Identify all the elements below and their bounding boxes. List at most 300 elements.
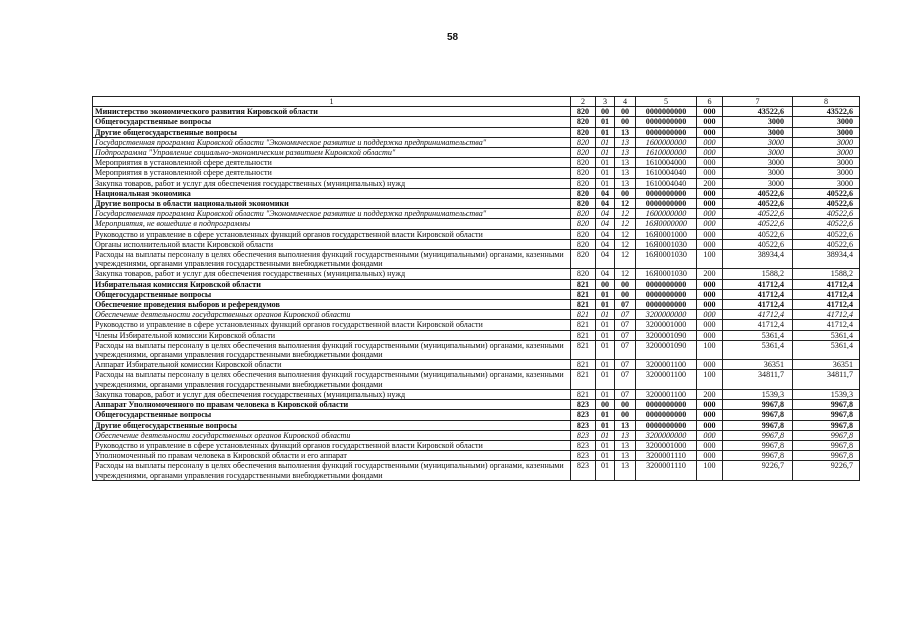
row-amount-1: 9967,8 — [723, 430, 793, 440]
row-name: Другие общегосударственные вопросы — [93, 127, 571, 137]
row-admin-code: 820 — [571, 250, 596, 269]
table-row — [93, 107, 860, 117]
header-cell-2: 2 — [571, 97, 596, 107]
row-expense-type: 000 — [697, 300, 723, 310]
budget-table-body — [93, 97, 860, 481]
table-row — [93, 269, 860, 279]
row-name: Общегосударственные вопросы — [93, 410, 571, 420]
row-amount-1: 1588,2 — [723, 269, 793, 279]
row-expense-type: 000 — [697, 239, 723, 249]
row-target-code: 3200001000 — [636, 320, 697, 330]
row-section-code: 01 — [596, 127, 615, 137]
row-section-code: 01 — [596, 300, 615, 310]
row-amount-1: 40522,6 — [723, 239, 793, 249]
table-row — [93, 410, 860, 420]
header-cell-7: 7 — [723, 97, 793, 107]
row-target-code: 0000000000 — [636, 199, 697, 209]
row-expense-type: 200 — [697, 178, 723, 188]
row-subsection-code: 13 — [615, 168, 636, 178]
row-amount-1: 5361,4 — [723, 340, 793, 359]
row-amount-2: 3000 — [793, 178, 860, 188]
row-target-code: 0000000000 — [636, 420, 697, 430]
row-amount-1: 38934,4 — [723, 250, 793, 269]
table-row — [93, 127, 860, 137]
row-name: Избирательная комиссия Кировской области — [93, 279, 571, 289]
row-amount-2: 40522,6 — [793, 229, 860, 239]
row-name: Общегосударственные вопросы — [93, 117, 571, 127]
row-section-code: 04 — [596, 188, 615, 198]
row-target-code: 0000000000 — [636, 117, 697, 127]
row-amount-2: 41712,4 — [793, 289, 860, 299]
row-section-code: 01 — [596, 117, 615, 127]
row-admin-code: 821 — [571, 310, 596, 320]
row-section-code: 04 — [596, 250, 615, 269]
row-admin-code: 823 — [571, 410, 596, 420]
row-amount-1: 9226,7 — [723, 461, 793, 480]
table-row — [93, 209, 860, 219]
row-subsection-code: 07 — [615, 300, 636, 310]
row-name: Расходы на выплаты персоналу в целях обеспечения выполнения функций государственными (муниципальными) органами, казенными учреждениями, органами управления государственными внебюджетными фондами — [93, 340, 571, 359]
row-section-code: 01 — [596, 430, 615, 440]
row-amount-2: 9967,8 — [793, 410, 860, 420]
row-target-code: 1600000000 — [636, 137, 697, 147]
row-expense-type: 000 — [697, 117, 723, 127]
table-row — [93, 370, 860, 389]
row-name: Уполномоченный по правам человека в Кировской области и его аппарат — [93, 451, 571, 461]
row-target-code: 3200001100 — [636, 370, 697, 389]
row-amount-1: 41712,4 — [723, 279, 793, 289]
row-amount-2: 3000 — [793, 158, 860, 168]
row-subsection-code: 13 — [615, 461, 636, 480]
row-target-code: 1610000000 — [636, 148, 697, 158]
row-amount-2: 34811,7 — [793, 370, 860, 389]
row-amount-1: 3000 — [723, 137, 793, 147]
row-expense-type: 000 — [697, 107, 723, 117]
row-target-code: 16Я0001030 — [636, 250, 697, 269]
row-amount-1: 36351 — [723, 360, 793, 370]
row-target-code: 3200001110 — [636, 451, 697, 461]
row-amount-2: 38934,4 — [793, 250, 860, 269]
row-expense-type: 200 — [697, 389, 723, 399]
row-name: Обеспечение проведения выборов и референдумов — [93, 300, 571, 310]
row-expense-type: 000 — [697, 440, 723, 450]
header-cell-5: 5 — [636, 97, 697, 107]
row-target-code: 0000000000 — [636, 279, 697, 289]
row-amount-1: 5361,4 — [723, 330, 793, 340]
row-subsection-code: 07 — [615, 360, 636, 370]
row-amount-2: 1588,2 — [793, 269, 860, 279]
row-amount-1: 40522,6 — [723, 229, 793, 239]
row-subsection-code: 00 — [615, 117, 636, 127]
row-amount-2: 1539,3 — [793, 389, 860, 399]
table-row — [93, 229, 860, 239]
table-row — [93, 158, 860, 168]
row-name: Другие общегосударственные вопросы — [93, 420, 571, 430]
row-name: Обеспечение деятельности государственных органов Кировской области — [93, 430, 571, 440]
row-section-code: 04 — [596, 229, 615, 239]
row-expense-type: 100 — [697, 250, 723, 269]
table-row — [93, 440, 860, 450]
row-section-code: 01 — [596, 289, 615, 299]
row-admin-code: 823 — [571, 461, 596, 480]
row-expense-type: 000 — [697, 310, 723, 320]
row-target-code: 0000000000 — [636, 400, 697, 410]
row-amount-2: 9967,8 — [793, 451, 860, 461]
row-amount-2: 41712,4 — [793, 300, 860, 310]
row-target-code: 3200001100 — [636, 360, 697, 370]
row-amount-2: 36351 — [793, 360, 860, 370]
row-admin-code: 820 — [571, 219, 596, 229]
row-target-code: 3200001110 — [636, 461, 697, 480]
row-amount-2: 5361,4 — [793, 330, 860, 340]
row-amount-1: 43522,6 — [723, 107, 793, 117]
table-row — [93, 178, 860, 188]
row-section-code: 01 — [596, 320, 615, 330]
row-target-code: 0000000000 — [636, 107, 697, 117]
row-expense-type: 000 — [697, 400, 723, 410]
row-amount-2: 9967,8 — [793, 400, 860, 410]
row-section-code: 04 — [596, 239, 615, 249]
table-row — [93, 330, 860, 340]
row-amount-2: 9967,8 — [793, 430, 860, 440]
row-amount-1: 40522,6 — [723, 199, 793, 209]
row-subsection-code: 00 — [615, 400, 636, 410]
row-name: Министерство экономического развития Кировской области — [93, 107, 571, 117]
row-subsection-code: 12 — [615, 199, 636, 209]
row-expense-type: 000 — [697, 451, 723, 461]
row-amount-2: 9967,8 — [793, 420, 860, 430]
row-amount-2: 9226,7 — [793, 461, 860, 480]
row-target-code: 3200000000 — [636, 430, 697, 440]
header-cell-8: 8 — [793, 97, 860, 107]
row-name: Обеспечение деятельности государственных органов Кировской области — [93, 310, 571, 320]
row-amount-1: 41712,4 — [723, 320, 793, 330]
table-row — [93, 420, 860, 430]
row-expense-type: 200 — [697, 269, 723, 279]
row-subsection-code: 00 — [615, 188, 636, 198]
row-name: Органы исполнительной власти Кировской области — [93, 239, 571, 249]
row-name: Закупка товаров, работ и услуг для обеспечения государственных (муниципальных) нужд — [93, 269, 571, 279]
header-cell-3: 3 — [596, 97, 615, 107]
table-row — [93, 320, 860, 330]
row-name: Руководство и управление в сфере установленных функций органов государственной власти Кировской области — [93, 320, 571, 330]
row-section-code: 04 — [596, 219, 615, 229]
row-section-code: 00 — [596, 279, 615, 289]
row-admin-code: 821 — [571, 370, 596, 389]
row-admin-code: 820 — [571, 158, 596, 168]
row-subsection-code: 12 — [615, 269, 636, 279]
row-amount-1: 41712,4 — [723, 310, 793, 320]
row-section-code: 01 — [596, 461, 615, 480]
row-name: Государственная программа Кировской области "Экономическое развитие и поддержка предпринимательства" — [93, 137, 571, 147]
row-target-code: 16Я0000000 — [636, 219, 697, 229]
row-admin-code: 821 — [571, 279, 596, 289]
row-name: Расходы на выплаты персоналу в целях обеспечения выполнения функций государственными (муниципальными) органами, казенными учреждениями, органами управления государственными внебюджетными фондами — [93, 461, 571, 480]
row-admin-code: 821 — [571, 289, 596, 299]
row-subsection-code: 12 — [615, 229, 636, 239]
row-target-code: 16Я0001030 — [636, 269, 697, 279]
table-row — [93, 451, 860, 461]
row-admin-code: 821 — [571, 330, 596, 340]
row-name: Аппарат Избирательной комиссии Кировской области — [93, 360, 571, 370]
row-admin-code: 823 — [571, 430, 596, 440]
row-amount-1: 9967,8 — [723, 451, 793, 461]
row-expense-type: 000 — [697, 330, 723, 340]
row-admin-code: 821 — [571, 340, 596, 359]
row-amount-2: 41712,4 — [793, 320, 860, 330]
table-row — [93, 360, 860, 370]
row-subsection-code: 07 — [615, 330, 636, 340]
table-row — [93, 289, 860, 299]
row-amount-2: 41712,4 — [793, 310, 860, 320]
row-subsection-code: 00 — [615, 279, 636, 289]
row-target-code: 3200001000 — [636, 440, 697, 450]
row-section-code: 01 — [596, 148, 615, 158]
row-section-code: 01 — [596, 420, 615, 430]
row-expense-type: 000 — [697, 188, 723, 198]
table-row — [93, 300, 860, 310]
table-row — [93, 239, 860, 249]
row-expense-type: 100 — [697, 370, 723, 389]
table-row — [93, 461, 860, 480]
row-section-code: 01 — [596, 178, 615, 188]
row-subsection-code: 13 — [615, 451, 636, 461]
row-section-code: 01 — [596, 137, 615, 147]
row-amount-2: 41712,4 — [793, 279, 860, 289]
row-subsection-code: 12 — [615, 219, 636, 229]
row-section-code: 04 — [596, 199, 615, 209]
row-name: Расходы на выплаты персоналу в целях обеспечения выполнения функций государственными (муниципальными) органами, казенными учреждениями, органами управления государственными внебюджетными фондами — [93, 370, 571, 389]
row-section-code: 01 — [596, 360, 615, 370]
row-expense-type: 000 — [697, 420, 723, 430]
row-amount-1: 3000 — [723, 127, 793, 137]
row-section-code: 01 — [596, 330, 615, 340]
table-row — [93, 168, 860, 178]
table-row — [93, 389, 860, 399]
row-section-code: 00 — [596, 107, 615, 117]
budget-table — [92, 96, 860, 481]
row-section-code: 01 — [596, 168, 615, 178]
row-subsection-code: 13 — [615, 127, 636, 137]
row-section-code: 04 — [596, 269, 615, 279]
row-target-code: 0000000000 — [636, 188, 697, 198]
row-subsection-code: 13 — [615, 178, 636, 188]
table-row — [93, 400, 860, 410]
row-subsection-code: 12 — [615, 209, 636, 219]
row-amount-1: 40522,6 — [723, 219, 793, 229]
row-expense-type: 000 — [697, 229, 723, 239]
row-amount-2: 3000 — [793, 127, 860, 137]
row-amount-1: 34811,7 — [723, 370, 793, 389]
row-expense-type: 000 — [697, 127, 723, 137]
row-amount-1: 9967,8 — [723, 420, 793, 430]
table-header-row — [93, 97, 860, 107]
page-number: 58 — [446, 32, 459, 43]
row-expense-type: 000 — [697, 279, 723, 289]
table-row — [93, 188, 860, 198]
row-subsection-code: 13 — [615, 420, 636, 430]
row-name: Расходы на выплаты персоналу в целях обеспечения выполнения функций государственными (муниципальными) органами, казенными учреждениями, органами управления государственными внебюджетными фондами — [93, 250, 571, 269]
row-subsection-code: 07 — [615, 340, 636, 359]
row-expense-type: 000 — [697, 430, 723, 440]
header-cell-1: 1 — [93, 97, 571, 107]
row-target-code: 1610004040 — [636, 178, 697, 188]
row-name: Мероприятия, не вошедшие в подпрограммы — [93, 219, 571, 229]
header-cell-6: 6 — [697, 97, 723, 107]
row-subsection-code: 13 — [615, 158, 636, 168]
row-name: Подпрограмма "Управление социально-экономическим развитием Кировской области" — [93, 148, 571, 158]
table-row — [93, 137, 860, 147]
row-amount-2: 3000 — [793, 137, 860, 147]
row-expense-type: 100 — [697, 340, 723, 359]
row-target-code: 1610004040 — [636, 168, 697, 178]
row-amount-1: 9967,8 — [723, 440, 793, 450]
row-expense-type: 000 — [697, 148, 723, 158]
row-name: Другие вопросы в области национальной экономики — [93, 199, 571, 209]
row-section-code: 01 — [596, 158, 615, 168]
table-row — [93, 148, 860, 158]
row-name: Закупка товаров, работ и услуг для обеспечения государственных (муниципальных) нужд — [93, 178, 571, 188]
row-target-code: 1610004000 — [636, 158, 697, 168]
row-target-code: 0000000000 — [636, 127, 697, 137]
row-target-code: 3200001090 — [636, 340, 697, 359]
row-subsection-code: 00 — [615, 289, 636, 299]
row-amount-2: 40522,6 — [793, 219, 860, 229]
row-expense-type: 000 — [697, 137, 723, 147]
row-amount-1: 41712,4 — [723, 289, 793, 299]
row-admin-code: 821 — [571, 300, 596, 310]
row-expense-type: 000 — [697, 360, 723, 370]
row-expense-type: 000 — [697, 289, 723, 299]
row-target-code: 16Я0001000 — [636, 229, 697, 239]
row-amount-1: 3000 — [723, 148, 793, 158]
table-row — [93, 279, 860, 289]
row-admin-code: 823 — [571, 420, 596, 430]
row-amount-1: 40522,6 — [723, 188, 793, 198]
row-amount-2: 3000 — [793, 117, 860, 127]
row-expense-type: 000 — [697, 219, 723, 229]
row-subsection-code: 07 — [615, 310, 636, 320]
row-name: Члены Избирательной комиссии Кировской области — [93, 330, 571, 340]
row-subsection-code: 13 — [615, 430, 636, 440]
row-subsection-code: 12 — [615, 250, 636, 269]
row-subsection-code: 13 — [615, 148, 636, 158]
row-target-code: 3200001100 — [636, 389, 697, 399]
table-row — [93, 310, 860, 320]
row-subsection-code: 07 — [615, 320, 636, 330]
row-amount-1: 3000 — [723, 158, 793, 168]
row-amount-1: 9967,8 — [723, 400, 793, 410]
row-amount-2: 9967,8 — [793, 440, 860, 450]
row-target-code: 3200001090 — [636, 330, 697, 340]
row-subsection-code: 12 — [615, 239, 636, 249]
row-section-code: 04 — [596, 209, 615, 219]
row-name: Мероприятия в установленной сфере деятельности — [93, 158, 571, 168]
row-admin-code: 820 — [571, 117, 596, 127]
row-name: Национальная экономика — [93, 188, 571, 198]
row-admin-code: 820 — [571, 107, 596, 117]
table-row — [93, 199, 860, 209]
row-amount-2: 43522,6 — [793, 107, 860, 117]
row-expense-type: 000 — [697, 410, 723, 420]
row-amount-1: 1539,3 — [723, 389, 793, 399]
row-name: Государственная программа Кировской области "Экономическое развитие и поддержка предпринимательства" — [93, 209, 571, 219]
row-section-code: 00 — [596, 400, 615, 410]
row-admin-code: 820 — [571, 239, 596, 249]
row-admin-code: 823 — [571, 451, 596, 461]
row-admin-code: 820 — [571, 199, 596, 209]
row-admin-code: 820 — [571, 127, 596, 137]
row-section-code: 01 — [596, 340, 615, 359]
row-subsection-code: 07 — [615, 370, 636, 389]
table-row — [93, 430, 860, 440]
table-row — [93, 219, 860, 229]
row-name: Мероприятия в установленной сфере деятельности — [93, 168, 571, 178]
row-amount-1: 40522,6 — [723, 209, 793, 219]
row-admin-code: 821 — [571, 320, 596, 330]
row-amount-1: 3000 — [723, 178, 793, 188]
row-section-code: 01 — [596, 310, 615, 320]
row-admin-code: 820 — [571, 188, 596, 198]
row-section-code: 01 — [596, 410, 615, 420]
row-section-code: 01 — [596, 370, 615, 389]
row-expense-type: 000 — [697, 158, 723, 168]
row-admin-code: 821 — [571, 389, 596, 399]
row-expense-type: 000 — [697, 168, 723, 178]
row-amount-2: 3000 — [793, 148, 860, 158]
row-amount-2: 40522,6 — [793, 188, 860, 198]
row-amount-1: 3000 — [723, 117, 793, 127]
row-target-code: 0000000000 — [636, 289, 697, 299]
row-target-code: 0000000000 — [636, 300, 697, 310]
table-row — [93, 340, 860, 359]
row-admin-code: 820 — [571, 148, 596, 158]
row-amount-2: 3000 — [793, 168, 860, 178]
row-amount-1: 9967,8 — [723, 410, 793, 420]
row-name: Руководство и управление в сфере установленных функций органов государственной власти Кировской области — [93, 440, 571, 450]
row-target-code: 1600000000 — [636, 209, 697, 219]
row-section-code: 01 — [596, 451, 615, 461]
row-admin-code: 820 — [571, 269, 596, 279]
row-admin-code: 820 — [571, 137, 596, 147]
row-name: Общегосударственные вопросы — [93, 289, 571, 299]
row-amount-1: 3000 — [723, 168, 793, 178]
table-row — [93, 117, 860, 127]
row-expense-type: 000 — [697, 199, 723, 209]
row-amount-2: 5361,4 — [793, 340, 860, 359]
row-target-code: 16Я0001030 — [636, 239, 697, 249]
row-amount-2: 40522,6 — [793, 239, 860, 249]
row-amount-2: 40522,6 — [793, 209, 860, 219]
row-amount-1: 41712,4 — [723, 300, 793, 310]
row-subsection-code: 07 — [615, 389, 636, 399]
row-target-code: 3200000000 — [636, 310, 697, 320]
row-amount-2: 40522,6 — [793, 199, 860, 209]
row-subsection-code: 00 — [615, 107, 636, 117]
row-name: Закупка товаров, работ и услуг для обеспечения государственных (муниципальных) нужд — [93, 389, 571, 399]
header-cell-4: 4 — [615, 97, 636, 107]
row-subsection-code: 13 — [615, 137, 636, 147]
row-admin-code: 820 — [571, 168, 596, 178]
row-admin-code: 823 — [571, 400, 596, 410]
table-row — [93, 250, 860, 269]
row-expense-type: 100 — [697, 461, 723, 480]
row-admin-code: 820 — [571, 209, 596, 219]
row-admin-code: 821 — [571, 360, 596, 370]
row-expense-type: 000 — [697, 320, 723, 330]
row-target-code: 0000000000 — [636, 410, 697, 420]
row-expense-type: 000 — [697, 209, 723, 219]
